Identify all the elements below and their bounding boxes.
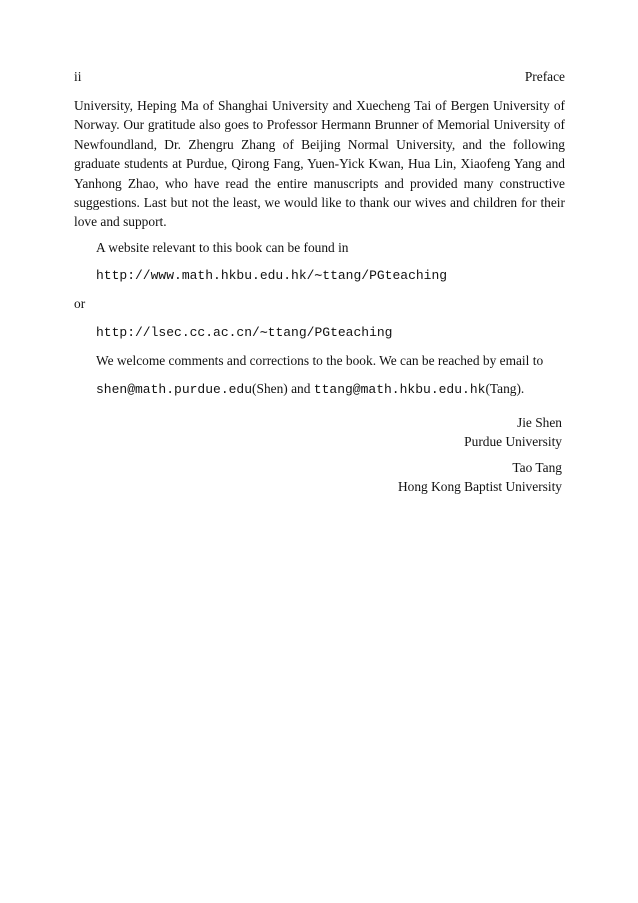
author-name: Tao Tang: [512, 459, 562, 475]
email-shen-owner: (Shen): [252, 381, 288, 397]
running-header: [74, 68, 565, 86]
website-intro: A website relevant to this book can be found in: [96, 239, 349, 255]
author-affiliation: Purdue University: [464, 434, 562, 450]
and-text: and: [291, 381, 311, 397]
email-line: [96, 379, 565, 399]
website-url-2[interactable]: http://lsec.cc.ac.cn/∼ttang/PGteaching: [96, 324, 393, 340]
email-shen[interactable]: shen@math.purdue.edu: [96, 382, 253, 398]
signature-block: [74, 413, 565, 497]
comments-paragraph: We welcome comments and corrections to the book. We can be reached by email to: [96, 352, 544, 368]
acknowledgement-paragraph: University, Heping Ma of Shanghai University and Xuecheng Tai of Bergen University of Norway. Our gratitude also goes to Professor Hermann Brunner of Memorial University of Newfoundland, Dr. Zhengru Zhang of Beijing Normal University, and the following graduate students at Purdue, Qirong Fang, Yuen-Yick Kwan, Hua Lin, Xiaofeng Yang and Yanhong Zhao, who have read the entire manuscripts and provided many constructive suggestions. Last but not the least, we would like to thank our wives and children for their love and support.: [74, 98, 565, 230]
page-number: ii: [74, 69, 82, 84]
website-url-1[interactable]: http://www.math.hkbu.edu.hk/∼ttang/PGteaching: [96, 268, 448, 284]
or-text: or: [74, 296, 86, 312]
section-title: Preface: [524, 69, 565, 84]
document-page: [74, 68, 565, 497]
author-name: Jie Shen: [516, 415, 562, 431]
author-affiliation: Hong Kong Baptist University: [397, 479, 562, 495]
email-tang[interactable]: ttang@math.hkbu.edu.hk: [313, 382, 486, 398]
email-tang-owner: (Tang).: [485, 381, 525, 397]
